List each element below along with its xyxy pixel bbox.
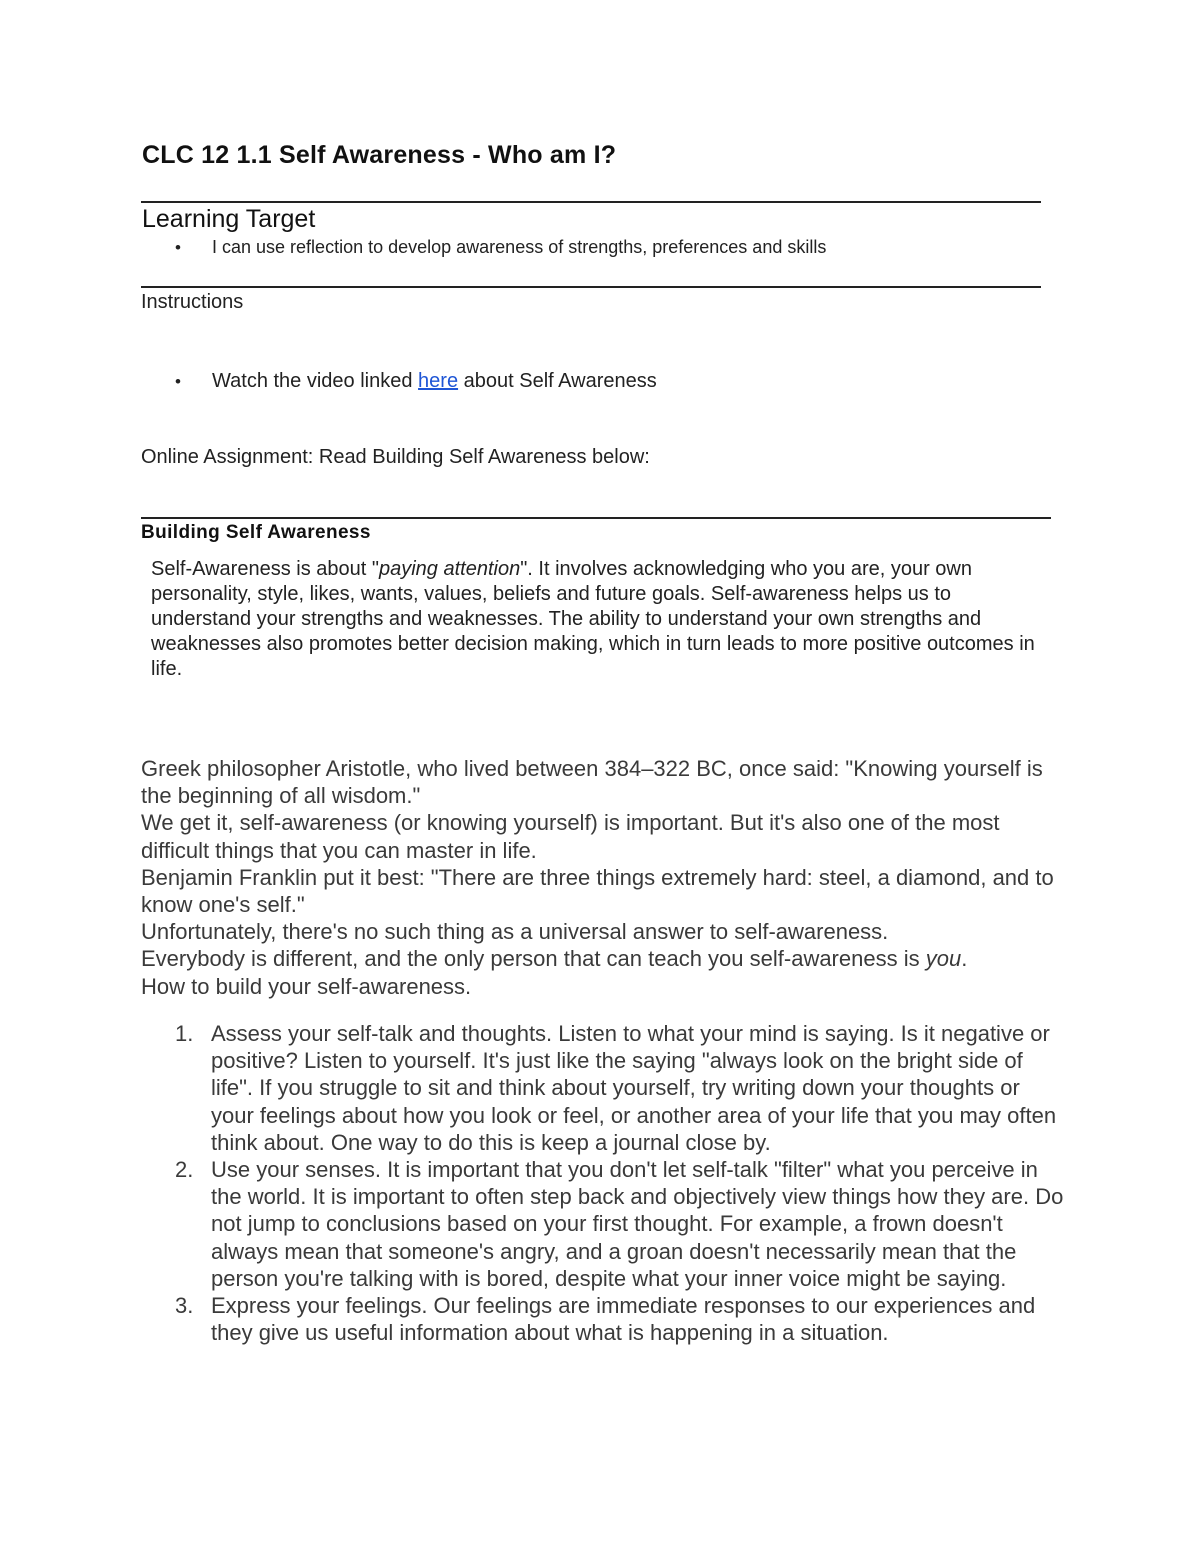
building-heading: Building Self Awareness (141, 522, 371, 543)
intro-paragraph (151, 557, 1056, 682)
list-number: 3. (175, 1293, 194, 1319)
list-number: 2. (175, 1157, 194, 1183)
page-title: CLC 12 1.1 Self Awareness - Who am I? (142, 141, 617, 169)
body-paragraph: Greek philosopher Aristotle, who lived between 384–322 BC, once said: "Knowing yourself is the beginning of all wisdom." (141, 756, 1043, 809)
video-link[interactable]: here (418, 370, 459, 392)
steps-list (175, 1020, 1065, 1346)
learning-target-text: I can use reflection to develop awareness of strengths, preferences and skills (212, 237, 827, 257)
body-paragraph: Benjamin Franklin put it best: "There are three things extremely hard: steel, a diamond, and to know one's self." (141, 864, 1054, 918)
body-text (141, 755, 1061, 1000)
bullet-icon: • (175, 238, 181, 257)
list-text: Assess your self-talk and thoughts. Listen to what your mind is saying. Is it negative or positive? Listen to yourself. It's just like the saying "always look on the bright side of life". If you struggle to sit and think about yourself, try writing down your thoughts or your feelings about how you look or feel, or another area of your life that you may often think about. One way to do this is keep a journal close by. (211, 1021, 1057, 1155)
instruction-item (175, 370, 657, 393)
list-item (175, 1292, 1065, 1346)
underscore-divider (141, 517, 1051, 519)
body-paragraph: We get it, self-awareness (or knowing yourself) is important. But it's also one of the most difficult things that you can master in life. (141, 810, 1000, 863)
watch-suffix: about Self Awareness (458, 370, 657, 392)
list-text: Express your feelings. Our feelings are immediate responses to our experiences and they give us useful information about what is happening in a situation. (211, 1293, 1036, 1346)
everybody-suffix: . (961, 946, 968, 972)
body-paragraph: Unfortunately, there's no such thing as a universal answer to self-awareness. (141, 919, 889, 945)
list-number: 1. (175, 1021, 194, 1046)
how-to-line: How to build your self-awareness. (141, 973, 472, 999)
online-assignment: Online Assignment: Read Building Self Awareness below: (141, 446, 650, 468)
intro-prefix: Self-Awareness is about " (151, 558, 379, 580)
learning-target-item (175, 237, 826, 258)
list-text: Use your senses. It is important that you don't let self-talk "filter" what you perceive in the world. It is important to often step back and objectively view things how they are. Do not jump to conclusions based on your first thought. For example, a frown doesn't always mean that someone's angry, and a groan doesn't necessarily mean that the person you're talking with is bored, despite what your inner voice might be saying. (211, 1157, 1064, 1291)
list-item (175, 1020, 1065, 1156)
learning-target-heading: Learning Target (142, 205, 316, 233)
instructions-heading: Instructions (141, 291, 244, 313)
everybody-emphasis: you (925, 946, 962, 972)
body-paragraph (141, 945, 1061, 972)
intro-emphasis: paying attention (378, 558, 521, 580)
bullet-icon: • (175, 372, 181, 391)
watch-prefix: Watch the video linked (212, 370, 419, 392)
intro-suffix: ". It involves acknowledging who you are, your own personality, style, likes, wants, values, beliefs and future goals. Self-awareness helps us to understand your strengths and weaknesses. The ability to understand your own strengths and weaknesses also promotes better decision making, which in turn leads to more positive outcomes in life. (151, 558, 1035, 680)
section-divider (141, 201, 1041, 203)
everybody-prefix: Everybody is different, and the only person that can teach you self-awareness is (141, 946, 926, 972)
list-item (175, 1156, 1065, 1292)
section-divider (141, 286, 1041, 288)
